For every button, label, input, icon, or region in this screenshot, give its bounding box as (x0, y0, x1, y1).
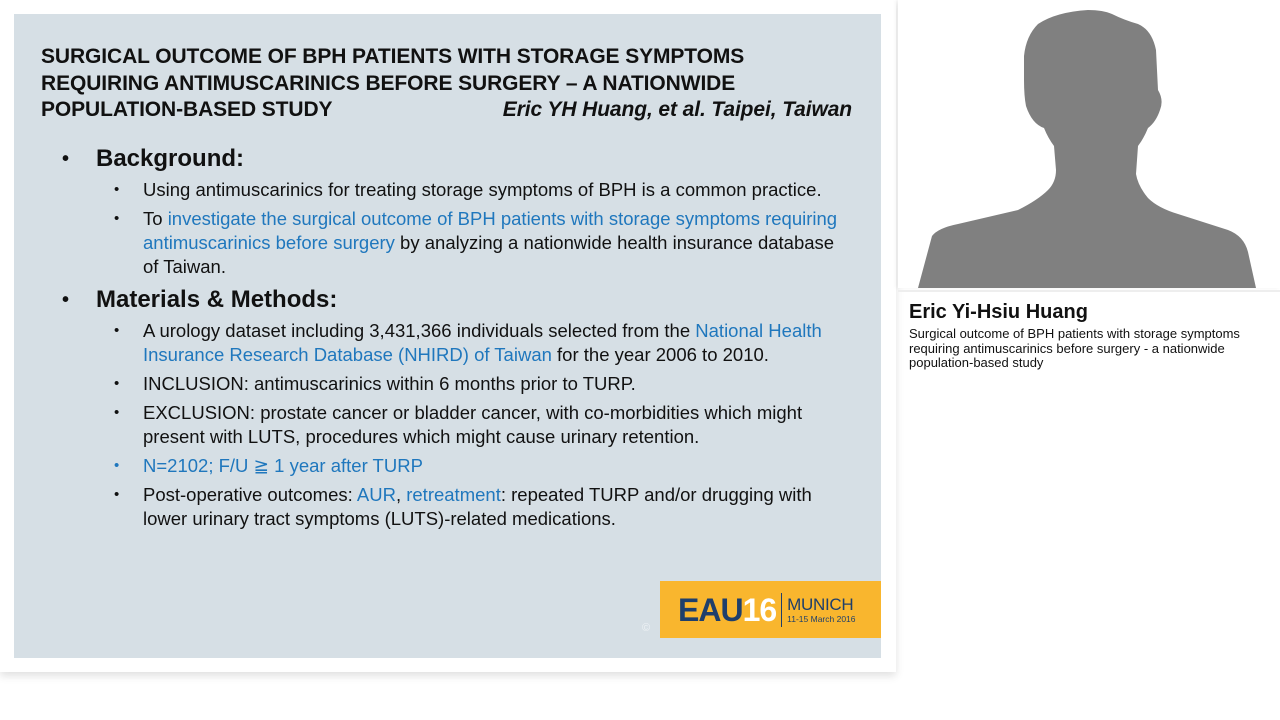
bullet-icon: • (114, 486, 120, 503)
eau-logo-number: 16 (742, 591, 777, 628)
slide-author: Eric YH Huang, et al. Taipei, Taiwan (502, 98, 852, 121)
speaker-name: Eric Yi-Hsiu Huang (909, 301, 1088, 323)
list-item (14, 207, 881, 279)
title-line: POPULATION-BASED STUDY (41, 98, 333, 121)
section-heading (14, 144, 881, 174)
highlighted-text: investigate the surgical outcome of BPH patients with storage symptoms requiring antimuscarinics before surgery (143, 208, 838, 253)
slide-content (14, 144, 881, 536)
bullet-icon: • (114, 181, 120, 198)
badge-divider (781, 593, 782, 627)
badge-dates: 11-15 March 2016 (787, 613, 856, 624)
bullet-icon: • (62, 148, 70, 170)
bullet-list (14, 319, 881, 531)
speaker-photo (898, 0, 1280, 288)
item-text: : repeated TURP and/or drugging with lower urinary tract symptoms (LUTS)-related medications. (143, 484, 812, 529)
section-heading (14, 285, 881, 315)
list-item (14, 401, 881, 449)
badge-text (787, 596, 855, 624)
highlighted-text: AUR (356, 484, 396, 505)
person-silhouette-icon (898, 0, 1280, 288)
bullet-icon: • (62, 289, 70, 311)
bullet-icon: • (114, 404, 120, 421)
copyright-mark: © (642, 622, 651, 634)
badge-city: MUNICH (787, 594, 854, 614)
eau-logo (678, 591, 777, 628)
slide (14, 14, 881, 658)
speaker-info (898, 290, 1280, 371)
eau16-badge (660, 581, 881, 638)
list-item (14, 372, 881, 396)
item-text: Post-operative outcomes: (143, 484, 357, 505)
bullet-icon: • (114, 375, 120, 392)
highlighted-text: National Health Insurance Research Database (NHIRD) of Taiwan (143, 320, 822, 365)
bullet-icon: • (114, 210, 120, 227)
section-heading-text: Materials & Methods: (96, 286, 338, 313)
slide-title (41, 44, 871, 124)
item-text: Using antimuscarinics for treating storage symptoms of BPH is a common practice. (143, 179, 822, 200)
item-text: for the year 2006 to 2010. (551, 344, 769, 365)
item-text: , (395, 484, 407, 505)
list-item (14, 319, 881, 367)
bullet-icon: • (114, 322, 120, 339)
list-item (14, 178, 881, 202)
title-line: SURGICAL OUTCOME OF BPH PATIENTS WITH STORAGE SYMPTOMS (41, 45, 745, 68)
item-text: INCLUSION: antimuscarinics within 6 months prior to TURP. (143, 373, 636, 394)
highlighted-text: retreatment (406, 484, 501, 505)
item-text: A urology dataset including 3,431,366 individuals selected from the (143, 320, 696, 341)
bullet-list (14, 178, 881, 279)
list-item (14, 454, 881, 478)
section-heading-text: Background: (96, 145, 245, 172)
title-line: REQUIRING ANTIMUSCARINICS BEFORE SURGERY – A NATIONWIDE (41, 71, 736, 95)
item-text: by analyzing a nationwide health insurance database of Taiwan. (143, 232, 835, 277)
item-text: EXCLUSION: prostate cancer or bladder cancer, with co-morbidities which might present with LUTS, procedures which might cause urinary retention. (143, 402, 803, 447)
eau-logo-letters: EAU (678, 591, 743, 628)
highlighted-text: N=2102; F/U ≧ 1 year after TURP (143, 455, 423, 476)
list-item (14, 483, 881, 531)
bullet-icon: • (114, 457, 120, 474)
talk-title: Surgical outcome of BPH patients with storage symptoms requiring antimuscarinics before surgery - a nationwide population-based study (909, 326, 1240, 370)
item-text: To (143, 208, 168, 229)
